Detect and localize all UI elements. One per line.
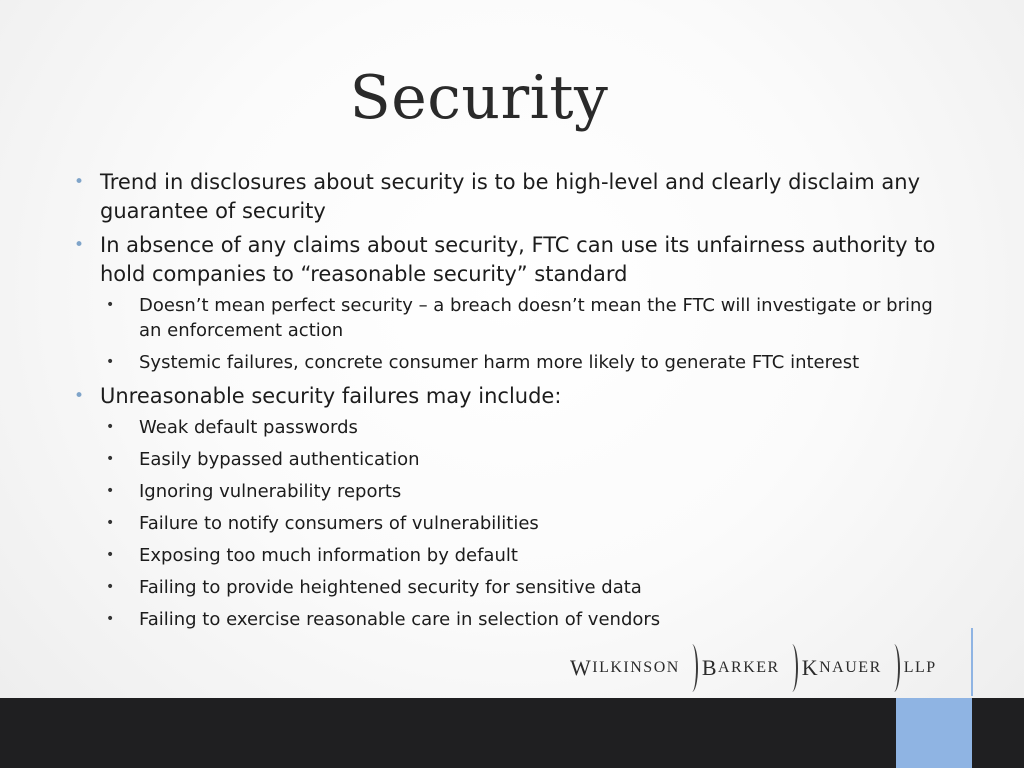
bullet-text: Unreasonable security failures may include:: [100, 384, 562, 408]
sub-bullet-item: [106, 293, 939, 343]
bullet-icon: •: [74, 386, 85, 406]
sub-bullet-text: Failing to provide heightened security for sensitive data: [139, 577, 642, 598]
bullet-icon: •: [74, 172, 85, 192]
sub-bullet-item: [106, 543, 939, 568]
sub-bullet-item: [106, 479, 939, 504]
accent-block: [896, 698, 972, 768]
bullet-text: In absence of any claims about security, FTC can use its unfairness authority to hold companies to “reasonable security” standard: [100, 233, 936, 286]
sub-bullet-icon: •: [106, 419, 115, 435]
sub-bullet-text: Easily bypassed authentication: [139, 449, 420, 470]
bullet-item: [74, 231, 950, 375]
sub-bullet-icon: •: [106, 611, 115, 627]
sub-bullet-icon: •: [106, 354, 115, 370]
bullet-text: Trend in disclosures about security is to be high-level and clearly disclaim any guarantee of security: [100, 170, 921, 223]
logo-divider: [686, 644, 698, 692]
bullet-icon: •: [74, 235, 85, 255]
sub-bullet-item: [106, 575, 939, 600]
sub-bullet-list: [100, 293, 950, 375]
footer-bar: [0, 698, 1024, 768]
sub-bullet-text: Doesn’t mean perfect security – a breach doesn’t mean the FTC will investigate or bring an enforcement action: [139, 295, 933, 341]
bullet-list: [74, 168, 974, 639]
sub-bullet-text: Weak default passwords: [139, 417, 358, 438]
sub-bullet-item: [106, 511, 939, 536]
logo-divider: [786, 644, 798, 692]
sub-bullet-icon: •: [106, 297, 115, 313]
sub-bullet-item: [106, 607, 939, 632]
sub-bullet-item: [106, 415, 939, 440]
sub-bullet-text: Systemic failures, concrete consumer harm more likely to generate FTC interest: [139, 352, 860, 373]
bullet-item: [74, 382, 950, 632]
sub-bullet-item: [106, 350, 939, 375]
logo-name-barker: ARKER: [718, 659, 780, 676]
logo-name-wilkinson: ILKINSON: [592, 659, 680, 676]
sub-bullet-text: Failing to exercise reasonable care in selection of vendors: [139, 609, 661, 630]
bullet-item: [74, 168, 950, 226]
sub-bullet-list: [100, 415, 950, 632]
sub-bullet-icon: •: [106, 579, 115, 595]
logo-suffix: LLP: [903, 659, 937, 676]
logo-name-knauer: NAUER: [819, 659, 882, 676]
sub-bullet-text: Exposing too much information by default: [139, 545, 518, 566]
logo-initial-knauer: K: [801, 655, 820, 680]
accent-line: [971, 628, 973, 696]
logo-divider: [888, 644, 900, 692]
sub-bullet-icon: •: [106, 483, 115, 499]
logo-initial-barker: B: [701, 655, 718, 680]
sub-bullet-icon: •: [106, 451, 115, 467]
sub-bullet-text: Ignoring vulnerability reports: [139, 481, 402, 502]
slide-title: Security: [349, 63, 609, 133]
sub-bullet-icon: •: [106, 515, 115, 531]
firm-logo: [570, 642, 937, 694]
sub-bullet-text: Failure to notify consumers of vulnerabilities: [139, 513, 539, 534]
sub-bullet-icon: •: [106, 547, 115, 563]
sub-bullet-item: [106, 447, 939, 472]
logo-initial-wilkinson: W: [570, 655, 593, 680]
